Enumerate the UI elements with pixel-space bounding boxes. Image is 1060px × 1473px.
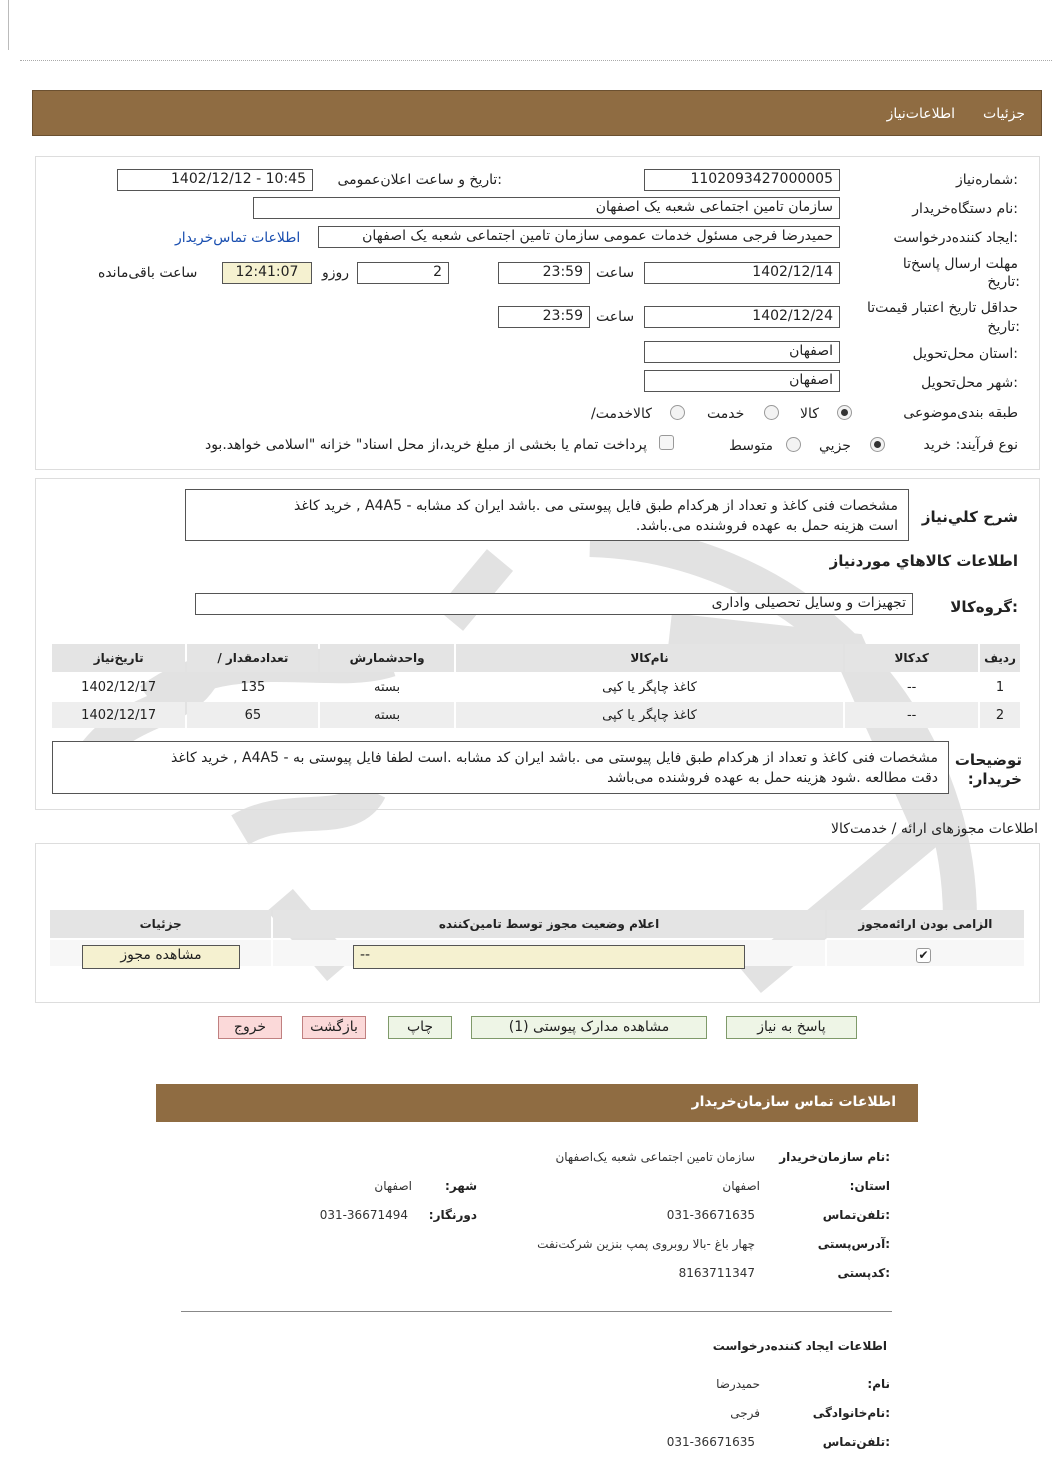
payment-checkbox[interactable] [659, 435, 674, 450]
creator-title: اطلاعات ایجاد کننده‌درخواست [712, 1339, 887, 1353]
process-partial-label: جزیي [819, 438, 851, 454]
phone-value: 031-36671635 [666, 1208, 755, 1222]
buyer-org-field: سازمان تامین اجتماعی شعبه یک اصفهان [253, 197, 840, 219]
deadline-label: مهلت ارسال پاسخ‌تا [902, 256, 1018, 272]
view-attachments-button[interactable]: مشاهده مدارک پیوستی (1) [471, 1016, 707, 1039]
tab-need-info[interactable]: اطلاعات‌نیاز [886, 106, 955, 122]
buyer-notes-label-2: :خریدار [967, 770, 1022, 788]
need-number-label: شماره‌نیاز: [955, 172, 1018, 188]
phone-label: تلفن‌تماس: [822, 1208, 890, 1222]
payment-note: پرداخت تمام یا بخشی از مبلغ خرید،از محل اسناد" خزانه "اسلامی خواهد.بود [204, 437, 647, 453]
goods-info-title: اطلاعات کالاهاي موردنیاز [829, 552, 1018, 570]
announce-label: تاریخ و ساعت اعلان‌عمومی: [337, 172, 502, 188]
goods-table [50, 642, 1022, 730]
requester-field: حمیدرضا فرجی مسئول خدمات عمومی سازمان تامین اجتماعی شعبه یک اصفهان [318, 226, 840, 248]
process-partial-radio[interactable] [870, 437, 885, 452]
back-button[interactable]: بازگشت [302, 1016, 366, 1039]
category-goods-label: کالا [800, 406, 819, 422]
deadline-label-date: تاریخ: [987, 274, 1020, 290]
cell-item-code: -- [906, 679, 917, 695]
org-value: سازمان تامین اجتماعی شعبه یک‌اصفهان [555, 1150, 755, 1164]
goods-table-header [52, 644, 1020, 672]
summary-line-2: .است هزینه حمل به عهده فروشنده می‌.باشد [635, 518, 898, 534]
days-field: 2 [357, 262, 449, 284]
cell-row: 1 [995, 679, 1005, 695]
buyer-notes-box [52, 741, 949, 794]
city-contact-label: :شهر [445, 1179, 477, 1193]
table-row [52, 702, 1020, 728]
category-service-radio[interactable] [764, 405, 779, 420]
city-label: شهر محل‌تحویل: [921, 375, 1018, 391]
col-row: ردیف [980, 644, 1020, 672]
province-contact-label: :استان [849, 1179, 890, 1193]
summary-line-1: خرید کاغذ , A4A5 - مشخصات فنی کاغذ و تعداد از هرکدام طبق فایل پیوستی می .باشد ایران کد مشابه [294, 498, 898, 514]
cell-unit: بسته [374, 707, 401, 723]
tab-details[interactable]: جزئیات [983, 106, 1025, 122]
postal-value: 8163711347 [678, 1266, 755, 1280]
city-contact-value: اصفهان [374, 1179, 412, 1193]
deadline-date-field: 1402/12/14 [644, 262, 840, 284]
need-number-field: 1102093427000005 [644, 169, 840, 191]
validity-label: حداقل تاریخ اعتبار قیمت‌تا [866, 300, 1018, 316]
buyer-contact-link[interactable]: اطلاعات تماس‌خریدار [175, 230, 301, 246]
remaining-time-field: 12:41:07 [222, 262, 312, 284]
city-field: اصفهان [644, 370, 840, 392]
header-tab-bar [32, 90, 1042, 136]
cell-item-name: کاغذ چاپگر یا کپی [602, 707, 697, 723]
col-permit-status: اعلام وضعیت مجوز توسط تامین‌کننده [273, 910, 824, 938]
remaining-time-label: ساعت باقی‌مانده [98, 265, 198, 281]
family-label: نام‌خانوادگی: [812, 1406, 890, 1420]
validity-time-label: ساعت [596, 309, 635, 325]
cell-need-date: 1402/12/17 [81, 707, 157, 723]
announce-field: 1402/12/12 - 10:45 [117, 169, 313, 191]
summary-text-box [185, 489, 909, 541]
validity-label-date: تاریخ: [987, 319, 1020, 335]
permits-table-header [50, 910, 1024, 938]
cell-item-code: -- [906, 707, 917, 723]
deadline-time-field: 23:59 [498, 262, 590, 284]
validity-date-field: 1402/12/24 [644, 306, 840, 328]
contact-divider [181, 1311, 892, 1312]
name-value: حمیدرضا [716, 1377, 760, 1391]
cell-unit: بسته [374, 679, 401, 695]
days-label: روزو [322, 265, 350, 281]
province-contact-value: اصفهان [722, 1179, 760, 1193]
print-button[interactable]: چاپ [388, 1016, 452, 1039]
permit-required-checkbox: ✔ [916, 948, 931, 963]
creator-phone-label: تلفن‌تماس: [822, 1435, 890, 1449]
process-medium-label: متوسط [729, 438, 773, 454]
permits-title: اطلاعات مجوزهای ارائه / خدمت‌کالا [831, 821, 1038, 837]
cell-quantity: 65 [244, 707, 262, 723]
col-quantity: / تعدادمقدار [187, 644, 318, 672]
postal-label: کدپستی: [837, 1266, 890, 1280]
reply-button[interactable]: پاسخ به نیاز [726, 1016, 857, 1039]
province-field: اصفهان [644, 341, 840, 363]
address-value: چهار باغ -بالا روبروی پمپ بنزین شرکت‌نفت [537, 1237, 755, 1251]
left-rule [8, 0, 9, 50]
fax-value: 031-36671494 [319, 1208, 408, 1222]
requester-label: ایجاد کننده‌درخواست: [893, 230, 1018, 246]
goods-group-field: تجهیزات و وسایل تحصیلی واداری [195, 593, 913, 615]
view-permit-button[interactable]: مشاهده مجوز [82, 945, 240, 969]
category-service-label: خدمت [707, 406, 745, 422]
family-value: فرجی [730, 1406, 760, 1420]
summary-label: شرح کلي‌نیاز [921, 508, 1018, 526]
top-dotted-rule [20, 60, 1052, 61]
col-item-code: کدکالا [845, 644, 978, 672]
cell-row: 2 [995, 707, 1005, 723]
province-label: استان محل‌تحویل: [912, 346, 1018, 362]
table-row [52, 674, 1020, 700]
process-label: نوع فرآیند: خرید [923, 437, 1018, 453]
col-item-name: نام‌کالا [456, 644, 844, 672]
address-label: آدرس‌پستی: [817, 1237, 890, 1251]
cell-quantity: 135 [240, 679, 266, 695]
process-medium-radio[interactable] [786, 437, 801, 452]
buyer-notes-label: توضیحات [954, 751, 1022, 769]
deadline-time-label: ساعت [596, 265, 635, 281]
org-label: نام سازمان‌خریدار: [779, 1150, 890, 1164]
col-permit-required: الزامی بودن ارائه‌مجوز [827, 910, 1024, 938]
cell-item-name: کاغذ چاپگر یا کپی [602, 679, 697, 695]
name-label: :نام [867, 1377, 890, 1391]
goods-group-label: گروه‌کالا: [950, 598, 1018, 616]
validity-time-field: 23:59 [498, 306, 590, 328]
buyer-notes-line-1: خرید کاغذ , A4A5 - مشخصات فنی کاغذ و تعداد از هرکدام طبق فایل پیوستی می .باشد ایران کد مشابه .است لطفا فایل پیوستی به [171, 750, 938, 766]
permit-status-field: -- [353, 945, 745, 969]
cell-need-date: 1402/12/17 [81, 679, 157, 695]
buyer-org-label: نام دستگاه‌خریدار: [912, 201, 1018, 217]
col-details: جزئیات [50, 910, 271, 938]
category-goods-service-label: /کالاخدمت [591, 406, 652, 422]
fax-label: :دورنگار [428, 1208, 477, 1222]
category-goods-service-radio[interactable] [670, 405, 685, 420]
contact-header-bar [156, 1084, 918, 1122]
col-need-date: تاریخ‌نیاز [52, 644, 185, 672]
contact-title: اطلاعات تماس سازمان‌خریدار [691, 1094, 896, 1110]
col-unit: واحدشمارش [320, 644, 453, 672]
category-goods-radio[interactable] [837, 405, 852, 420]
exit-button[interactable]: خروج [218, 1016, 282, 1039]
category-label: طبقه بندی‌موضوعی [903, 405, 1018, 421]
creator-phone-value: 031-36671635 [666, 1435, 755, 1449]
buyer-notes-line-2: دقت مطالعه .شود هزینه حمل به عهده فروشنده می‌باشد [607, 770, 938, 786]
